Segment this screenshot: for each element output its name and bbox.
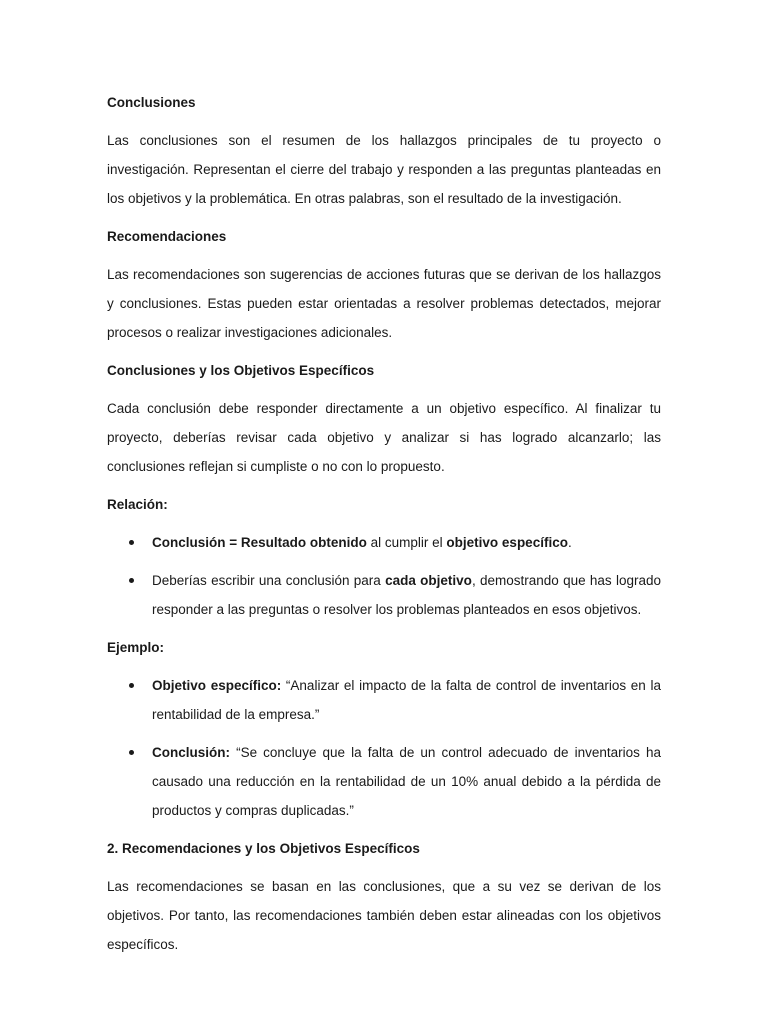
document-page — [107, 88, 661, 959]
list-item — [107, 566, 661, 624]
paragraph-conclusiones: Las conclusiones son el resumen de los hallazgos principales de tu proyecto o investigación. Representan el cierre del trabajo y responden a las preguntas planteadas en los objetivos y la problemática. En otras palabras, son el resultado de la investigación. — [107, 133, 661, 206]
heading-conclusiones-objetivos: Conclusiones y los Objetivos Específicos — [107, 363, 375, 378]
heading-recomendaciones-objetivos: 2. Recomendaciones y los Objetivos Específicos — [107, 841, 420, 856]
list-item — [107, 671, 661, 729]
paragraph-conclusiones-objetivos: Cada conclusión debe responder directamente a un objetivo específico. Al finalizar tu proyecto, deberías revisar cada objetivo y analizar si has logrado alcanzarlo; las conclusiones reflejan si cumpliste o no con lo propuesto. — [107, 401, 661, 474]
bold-text: Conclusión: — [152, 745, 230, 760]
bullet-icon — [129, 750, 134, 755]
ejemplo-list — [107, 671, 661, 825]
text: , demostrando que has logrado responder a las preguntas o resolver los problemas planteados en esos objetivos. — [152, 573, 661, 617]
text: “Analizar el impacto de la falta de control de inventarios en la rentabilidad de la empresa.” — [152, 678, 661, 722]
text: . — [567, 535, 572, 550]
bold-text: objetivo específico — [446, 535, 568, 550]
relacion-list — [107, 528, 661, 624]
text: “Se concluye que la falta de un control adecuado de inventarios ha causado una reducción en la rentabilidad de un 10% anual debido a la pérdida de productos y compras duplicadas.” — [152, 745, 661, 818]
bold-text: cada objetivo — [385, 573, 472, 588]
heading-relacion: Relación: — [107, 497, 168, 512]
bullet-icon — [129, 540, 134, 545]
bold-text: Objetivo específico: — [152, 678, 282, 693]
list-item — [107, 528, 661, 557]
heading-recomendaciones: Recomendaciones — [107, 229, 227, 244]
bold-text: Conclusión = Resultado obtenido — [152, 535, 367, 550]
bullet-icon — [129, 578, 134, 583]
bullet-icon — [129, 683, 134, 688]
list-item — [107, 738, 661, 825]
heading-conclusiones: Conclusiones — [107, 95, 196, 110]
text: al cumplir el — [366, 535, 447, 550]
text: Deberías escribir una conclusión para — [152, 573, 386, 588]
heading-ejemplo: Ejemplo: — [107, 640, 165, 655]
paragraph-recomendaciones-objetivos: Las recomendaciones se basan en las conclusiones, que a su vez se derivan de los objetivos. Por tanto, las recomendaciones también deben estar alineadas con los objetivos específicos. — [107, 879, 661, 952]
paragraph-recomendaciones: Las recomendaciones son sugerencias de acciones futuras que se derivan de los hallazgos y conclusiones. Estas pueden estar orientadas a resolver problemas detectados, mejorar procesos o realizar investigaciones adicionales. — [107, 267, 661, 340]
